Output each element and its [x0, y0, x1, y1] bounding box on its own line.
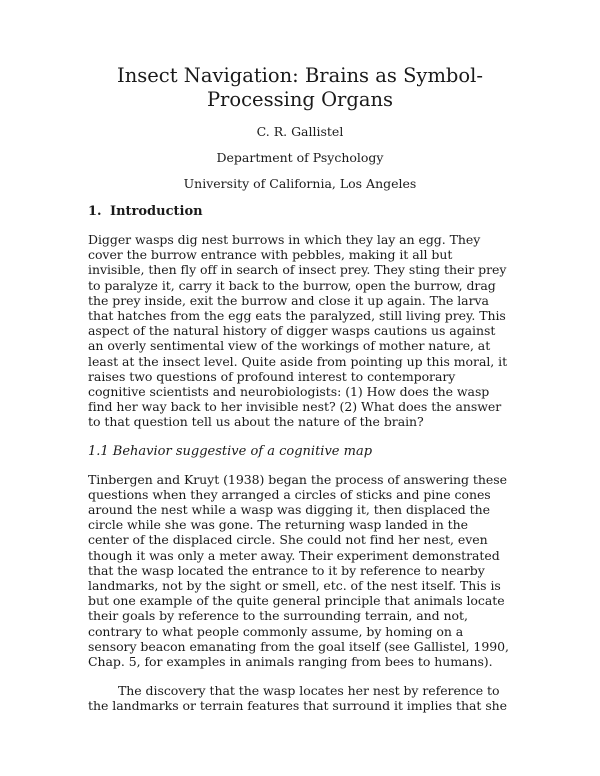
paper-page — [88, 64, 512, 728]
author-university: University of California, Los Angeles — [183, 176, 417, 191]
subsection-paragraph-2: The discovery that the wasp locates her nest by reference to the landmarks or terrain features that surround it implies that she — [88, 683, 508, 714]
section-heading-introduction — [88, 204, 512, 220]
section-number: 1. — [88, 204, 102, 219]
section-title: Introduction — [110, 204, 203, 219]
author-department: Department of Psychology — [216, 150, 384, 165]
author-name: C. R. Gallistel — [256, 124, 344, 139]
introduction-paragraph: Digger wasps dig nest burrows in which they lay an egg. They cover the burrow entrance with pebbles, making it all but invisible, then fly off in search of insect prey. They sting their prey to paralyze it, carry it back to the burrow, open the burrow, drag the prey inside, exit the burrow and close it up again. The larva that hatches from the egg eats the paralyzed, still living prey. This aspect of the natural history of digger wasps cautions us against an overly sentimental view of the workings of mother nature, at least at the insect level. Quite aside from pointing up this moral, it raises two questions of profound interest to contemporary cognitive scientists and neurobiologists: (1) How does the wasp find her way back to her invisible nest? (2) What does the answer to that question tell us about the nature of the brain? — [88, 232, 508, 430]
paper-title: Insect Navigation: Brains as Symbol-Processing Organs — [117, 64, 483, 111]
subsection-heading-cognitive-map: 1.1 Behavior suggestive of a cognitive map — [88, 443, 373, 459]
subsection-paragraph-1: Tinbergen and Kruyt (1938) began the process of answering these questions when they arranged a circles of sticks and pine cones around the nest while a wasp was digging it, then displaced the circle while she was gone. The returning wasp landed in the center of the displaced circle. She could not find her nest, even though it was only a meter away. Their experiment demonstrated that the wasp located the entrance to it by reference to nearby landmarks, not by the sight or smell, etc. of the nest itself. This is but one example of the quite general principle that animals locate their goals by reference to the surrounding terrain, and not, contrary to what people commonly assume, by homing on a sensory beacon emanating from the goal itself (see Gallistel, 1990, Chap. 5, for examples in animals ranging from bees to humans). — [88, 471, 509, 670]
